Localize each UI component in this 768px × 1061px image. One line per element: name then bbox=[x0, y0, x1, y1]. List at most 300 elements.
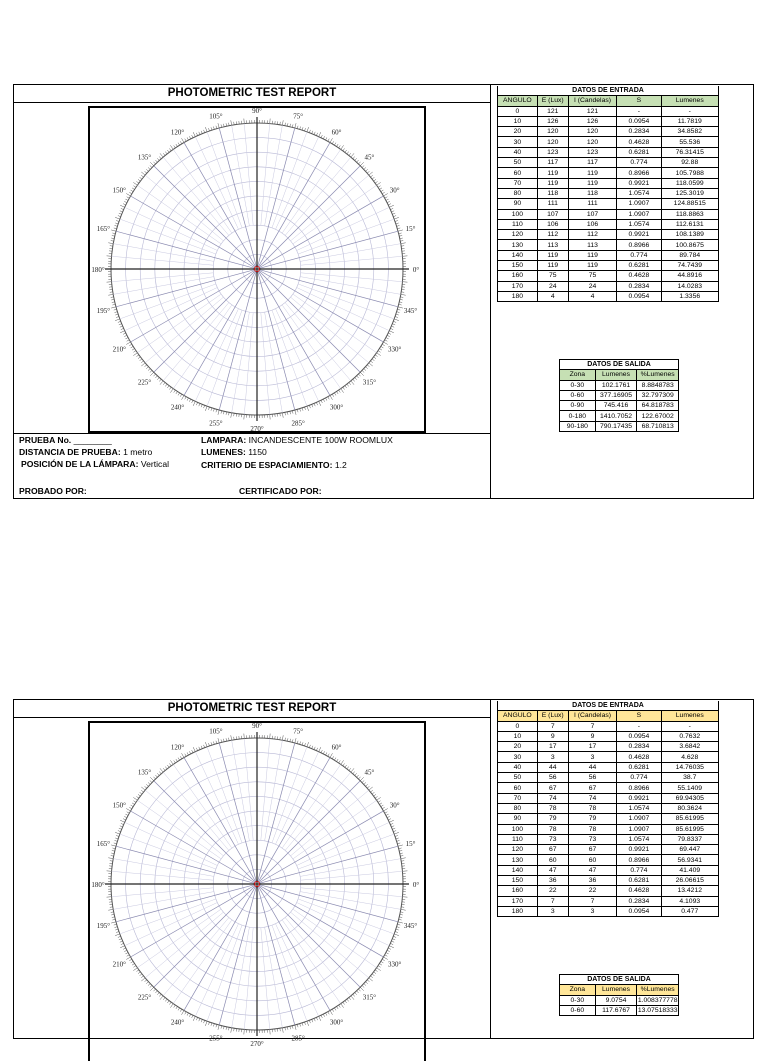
polar-tick bbox=[290, 411, 291, 414]
polar-tick bbox=[390, 208, 393, 209]
polar-tick bbox=[140, 359, 142, 361]
polar-tick bbox=[398, 230, 403, 231]
polar-tick bbox=[115, 927, 118, 928]
polar-tick bbox=[150, 370, 152, 372]
angle-label: 90° bbox=[252, 108, 262, 115]
polar-tick bbox=[231, 120, 232, 125]
polar-tick bbox=[290, 739, 291, 742]
table-cell: 4 bbox=[537, 291, 568, 301]
polar-tick bbox=[358, 989, 360, 991]
table-cell: 3 bbox=[537, 752, 568, 762]
polar-tick bbox=[213, 127, 214, 130]
polar-tick bbox=[285, 123, 286, 126]
polar-tick bbox=[341, 760, 344, 764]
certificado-field: CERTIFICADO POR: bbox=[239, 486, 322, 496]
polar-tick bbox=[221, 739, 222, 742]
polar-tick bbox=[385, 812, 388, 813]
polar-tick bbox=[343, 387, 345, 389]
polar-tick bbox=[211, 1023, 212, 1026]
col-header-out-lumenes: Lumenes bbox=[595, 370, 637, 380]
polar-spoke bbox=[265, 740, 283, 841]
table-cell: 120 bbox=[568, 137, 617, 147]
col-header-angulo: ANGULO bbox=[498, 711, 538, 721]
table-cell: 9 bbox=[537, 731, 568, 741]
polar-tick bbox=[126, 194, 130, 197]
polar-tick bbox=[374, 794, 376, 796]
angle-label: 150° bbox=[113, 187, 127, 195]
polar-spoke bbox=[112, 256, 214, 265]
table-cell: 1.0574 bbox=[617, 803, 661, 813]
polar-tick bbox=[297, 741, 298, 744]
table-cell: 89.784 bbox=[661, 250, 719, 260]
table-cell: 79 bbox=[537, 814, 568, 824]
polar-tick bbox=[150, 162, 154, 166]
polar-tick bbox=[114, 924, 117, 925]
polar-tick bbox=[372, 359, 374, 361]
polar-spoke bbox=[300, 277, 401, 295]
angle-label: 45° bbox=[365, 154, 375, 162]
table-cell: 1.3356 bbox=[661, 291, 719, 301]
polar-tick bbox=[321, 135, 322, 138]
report-left-panel bbox=[14, 700, 491, 1038]
polar-tick bbox=[319, 132, 321, 137]
polar-tick bbox=[330, 395, 333, 399]
polar-tick bbox=[148, 167, 150, 169]
table-cell: 0.774 bbox=[617, 865, 661, 875]
table-cell: 121 bbox=[568, 106, 617, 116]
polar-tick bbox=[323, 1014, 324, 1017]
angle-label: 15° bbox=[406, 840, 416, 848]
polar-tick bbox=[387, 816, 390, 817]
polar-tick bbox=[362, 165, 364, 167]
polar-spoke bbox=[154, 166, 255, 267]
polar-tick bbox=[378, 801, 380, 803]
polar-tick bbox=[116, 317, 119, 318]
polar-tick bbox=[127, 955, 130, 956]
polar-tick bbox=[182, 138, 185, 142]
polar-tick bbox=[205, 406, 207, 411]
polar-tick bbox=[141, 978, 145, 981]
polar-tick bbox=[287, 412, 288, 415]
polar-tick bbox=[160, 381, 163, 385]
polar-tick bbox=[377, 968, 381, 971]
polar-tick bbox=[192, 400, 193, 403]
polar-tick bbox=[396, 223, 399, 224]
polar-tick bbox=[180, 756, 182, 759]
polar-tick bbox=[111, 856, 114, 857]
lumenes-field: LUMENES: 1150 bbox=[201, 447, 267, 457]
polar-tick bbox=[385, 197, 388, 198]
polar-tick bbox=[223, 124, 224, 127]
table-cell: 113 bbox=[568, 240, 617, 250]
output-table-title: DATOS DE SALIDA bbox=[560, 360, 679, 370]
table-row bbox=[560, 401, 679, 411]
polar-tick bbox=[167, 765, 169, 767]
table-cell: 74 bbox=[537, 793, 568, 803]
polar-tick bbox=[216, 1024, 217, 1027]
table-cell: 47 bbox=[537, 865, 568, 875]
polar-tick bbox=[287, 123, 288, 126]
polar-tick bbox=[211, 408, 212, 411]
polar-tick bbox=[309, 745, 310, 748]
polar-tick bbox=[124, 950, 127, 951]
polar-tick bbox=[400, 856, 403, 857]
polar-tick bbox=[111, 922, 116, 923]
table-row bbox=[498, 291, 719, 301]
table-row bbox=[498, 865, 719, 875]
table-cell: 123 bbox=[568, 147, 617, 157]
polar-tick bbox=[339, 390, 341, 392]
angle-label: 30° bbox=[390, 187, 400, 195]
angle-label: 195° bbox=[97, 922, 111, 930]
angle-label: 135° bbox=[138, 769, 152, 777]
polar-tick bbox=[178, 758, 180, 761]
angle-label: 345° bbox=[404, 307, 418, 315]
polar-tick bbox=[218, 123, 219, 128]
polar-tick bbox=[153, 989, 155, 991]
polar-tick bbox=[155, 160, 157, 162]
table-cell: 0.774 bbox=[617, 773, 661, 783]
polar-tick bbox=[112, 850, 115, 851]
polar-tick bbox=[141, 790, 143, 792]
polar-tick bbox=[119, 828, 122, 829]
table-cell: 118 bbox=[537, 188, 568, 198]
table-cell: 13.07518333 bbox=[637, 1005, 679, 1015]
polar-tick bbox=[401, 243, 406, 244]
table-cell: 3 bbox=[537, 906, 568, 916]
polar-tick bbox=[229, 412, 230, 415]
angle-label: 315° bbox=[363, 993, 377, 1001]
polar-tick bbox=[136, 355, 138, 357]
table-cell: 44.8916 bbox=[661, 271, 719, 281]
table-cell: 75 bbox=[537, 271, 568, 281]
polar-spoke bbox=[285, 918, 351, 996]
polar-tick bbox=[193, 747, 195, 752]
polar-tick bbox=[160, 768, 163, 772]
table-cell: 11.7819 bbox=[661, 116, 719, 126]
angle-label: 285° bbox=[291, 420, 305, 428]
polar-tick bbox=[121, 208, 124, 209]
polar-tick bbox=[193, 1016, 195, 1021]
polar-tick bbox=[208, 1022, 209, 1025]
table-cell: 0.0954 bbox=[617, 291, 661, 301]
table-cell: 0-90 bbox=[560, 401, 596, 411]
polar-tick bbox=[204, 405, 205, 408]
polar-tick bbox=[157, 158, 159, 160]
table-row bbox=[560, 380, 679, 390]
polar-tick bbox=[332, 756, 334, 759]
angle-label: 105° bbox=[209, 727, 223, 735]
polar-tick bbox=[118, 936, 121, 937]
polar-tick bbox=[226, 1027, 227, 1030]
table-cell: 113 bbox=[537, 240, 568, 250]
table-cell: 4.1093 bbox=[661, 896, 719, 906]
table-cell: 55.1409 bbox=[661, 783, 719, 793]
table-cell: 56 bbox=[537, 773, 568, 783]
polar-tick bbox=[349, 768, 351, 770]
polar-tick bbox=[395, 220, 398, 221]
polar-tick bbox=[155, 991, 157, 993]
polar-spoke bbox=[301, 871, 403, 880]
polar-tick bbox=[391, 326, 394, 327]
polar-spoke bbox=[259, 886, 360, 987]
polar-tick bbox=[360, 777, 364, 781]
polar-tick bbox=[358, 162, 360, 164]
angle-label: 195° bbox=[97, 307, 111, 315]
polar-spoke bbox=[261, 928, 270, 1030]
polar-tick bbox=[141, 361, 143, 363]
polar-tick bbox=[307, 406, 309, 411]
polar-tick bbox=[226, 412, 227, 415]
polar-tick bbox=[314, 403, 315, 406]
polar-tick bbox=[112, 848, 115, 849]
angle-label: 60° bbox=[332, 128, 342, 136]
polar-tick bbox=[399, 917, 402, 918]
polar-tick bbox=[341, 389, 344, 393]
table-cell: 34.8582 bbox=[661, 127, 719, 137]
polar-tick bbox=[355, 377, 357, 379]
table-cell: 120 bbox=[537, 127, 568, 137]
col-header-out-lumenes: Lumenes bbox=[595, 985, 637, 995]
polar-tick bbox=[353, 994, 355, 996]
polar-tick bbox=[231, 1028, 232, 1033]
polar-tick bbox=[120, 211, 123, 212]
polar-tick bbox=[115, 929, 118, 930]
polar-tick bbox=[401, 909, 406, 910]
polar-tick bbox=[146, 367, 148, 369]
polar-tick bbox=[174, 760, 176, 762]
table-cell: 106 bbox=[568, 219, 617, 229]
polar-spoke bbox=[300, 892, 401, 910]
polar-tick bbox=[133, 966, 135, 968]
polar-tick bbox=[157, 992, 159, 994]
polar-tick bbox=[399, 850, 402, 851]
angle-label: 180° bbox=[91, 881, 105, 889]
polar-tick bbox=[123, 948, 126, 949]
polar-grid bbox=[90, 108, 424, 431]
table-cell: 110 bbox=[498, 834, 538, 844]
polar-spoke bbox=[291, 912, 369, 978]
polar-tick bbox=[379, 188, 382, 190]
polar-tick bbox=[388, 204, 391, 205]
angle-label: 240° bbox=[171, 1019, 185, 1027]
polar-tick bbox=[182, 395, 185, 399]
table-row bbox=[498, 721, 719, 731]
polar-tick bbox=[115, 840, 118, 841]
polar-tick bbox=[312, 746, 313, 749]
angle-label: 210° bbox=[113, 346, 127, 354]
table-cell: 0.0954 bbox=[617, 906, 661, 916]
table-row bbox=[498, 209, 719, 219]
polar-spoke bbox=[145, 790, 223, 856]
report-title: PHOTOMETRIC TEST REPORT bbox=[14, 85, 490, 103]
table-cell: 85.61995 bbox=[661, 814, 719, 824]
polar-tick bbox=[199, 747, 200, 750]
table-cell: 44 bbox=[568, 762, 617, 772]
polar-tick bbox=[133, 351, 135, 353]
table-cell: 100 bbox=[498, 824, 538, 834]
polar-tick bbox=[375, 796, 377, 798]
polar-tick bbox=[319, 747, 321, 752]
table-cell: 118 bbox=[568, 188, 617, 198]
polar-tick bbox=[176, 391, 178, 394]
polar-tick bbox=[378, 186, 380, 188]
polar-tick bbox=[383, 809, 387, 812]
polar-tick bbox=[383, 194, 387, 197]
polar-tick bbox=[316, 1017, 317, 1020]
polar-tick bbox=[176, 144, 178, 147]
polar-spoke bbox=[300, 859, 401, 877]
polar-tick bbox=[337, 391, 339, 394]
polar-spoke bbox=[113, 892, 214, 910]
polar-tick bbox=[401, 294, 406, 295]
table-cell: 70 bbox=[498, 178, 538, 188]
polar-tick bbox=[349, 997, 351, 999]
polar-tick bbox=[309, 1020, 310, 1023]
polar-tick bbox=[397, 924, 400, 925]
polar-spoke bbox=[300, 244, 401, 262]
col-header-zona: Zona bbox=[560, 370, 596, 380]
table-cell: 78 bbox=[537, 824, 568, 834]
polar-tick bbox=[355, 992, 357, 994]
polar-tick bbox=[357, 775, 359, 777]
polar-tick bbox=[328, 754, 329, 757]
polar-tick bbox=[339, 760, 341, 762]
polar-tick bbox=[394, 319, 399, 321]
polar-tick bbox=[399, 304, 402, 305]
polar-tick bbox=[345, 386, 347, 388]
angle-label: 270° bbox=[250, 425, 264, 431]
polar-tick bbox=[341, 145, 344, 149]
polar-tick bbox=[387, 335, 390, 336]
polar-tick bbox=[390, 943, 393, 944]
table-row bbox=[498, 906, 719, 916]
table-row bbox=[498, 896, 719, 906]
polar-tick bbox=[309, 405, 310, 408]
table-cell: 107 bbox=[537, 209, 568, 219]
polar-tick bbox=[389, 820, 394, 822]
polar-tick bbox=[305, 128, 306, 131]
table-cell: 69.447 bbox=[661, 845, 719, 855]
angle-label: 90° bbox=[252, 723, 262, 730]
polar-tick bbox=[297, 409, 298, 412]
polar-tick bbox=[189, 751, 190, 754]
polar-tick bbox=[140, 792, 142, 794]
polar-tick bbox=[118, 321, 121, 322]
table-cell: 50 bbox=[498, 773, 538, 783]
table-cell: 24 bbox=[568, 281, 617, 291]
polar-tick bbox=[226, 123, 227, 126]
polar-tick bbox=[282, 120, 283, 125]
polar-tick bbox=[387, 950, 390, 951]
polar-tick bbox=[297, 126, 298, 129]
angle-label: 255° bbox=[209, 420, 223, 428]
table-cell: 790.17435 bbox=[595, 421, 637, 431]
polar-tick bbox=[285, 738, 286, 741]
polar-tick bbox=[369, 172, 373, 175]
polar-spoke bbox=[113, 859, 214, 877]
table-cell: 74.7439 bbox=[661, 261, 719, 271]
table-cell: 67 bbox=[568, 845, 617, 855]
polar-tick bbox=[386, 338, 389, 339]
polar-tick bbox=[393, 216, 396, 217]
polar-tick bbox=[116, 835, 119, 836]
polar-tick bbox=[180, 141, 182, 144]
table-cell: 36 bbox=[568, 876, 617, 886]
polar-tick bbox=[396, 314, 399, 315]
table-cell: 125.3019 bbox=[661, 188, 719, 198]
polar-tick bbox=[334, 143, 336, 146]
table-cell: 79 bbox=[568, 814, 617, 824]
polar-tick bbox=[399, 235, 402, 236]
table-cell: 1.0574 bbox=[617, 188, 661, 198]
table-cell: 56.9341 bbox=[661, 855, 719, 865]
table-cell: 60 bbox=[498, 168, 538, 178]
table-row bbox=[498, 250, 719, 260]
polar-spoke bbox=[232, 740, 250, 841]
polar-spoke bbox=[265, 312, 283, 413]
polar-tick bbox=[381, 805, 384, 807]
polar-tick bbox=[131, 805, 134, 807]
table-cell: 90 bbox=[498, 814, 538, 824]
photometric-report-1 bbox=[13, 84, 754, 499]
polar-tick bbox=[201, 1019, 202, 1022]
table-cell: 9.0754 bbox=[595, 995, 637, 1005]
table-cell: 67 bbox=[537, 783, 568, 793]
polar-tick bbox=[391, 211, 394, 212]
polar-tick bbox=[163, 153, 165, 155]
table-cell: 0.0954 bbox=[617, 731, 661, 741]
polar-tick bbox=[163, 997, 165, 999]
table-cell: 22 bbox=[537, 886, 568, 896]
polar-tick bbox=[221, 1026, 222, 1029]
polar-tick bbox=[138, 972, 140, 974]
angle-label: 285° bbox=[291, 1035, 305, 1043]
table-cell: 119 bbox=[568, 250, 617, 260]
polar-tick bbox=[282, 735, 283, 740]
polar-tick bbox=[347, 767, 349, 769]
polar-tick bbox=[300, 1024, 301, 1027]
polar-tick bbox=[323, 399, 324, 402]
polar-tick bbox=[364, 167, 366, 169]
table-cell: 38.7 bbox=[661, 773, 719, 783]
polar-tick bbox=[351, 768, 354, 772]
polar-tick bbox=[392, 324, 395, 325]
polar-tick bbox=[390, 328, 393, 329]
angle-label: 60° bbox=[332, 743, 342, 751]
polar-tick bbox=[312, 131, 313, 134]
polar-tick bbox=[141, 363, 145, 366]
polar-tick bbox=[400, 853, 403, 854]
polar-tick bbox=[370, 361, 372, 363]
polar-tick bbox=[199, 1018, 200, 1021]
polar-tick bbox=[349, 153, 351, 155]
polar-tick bbox=[365, 784, 367, 786]
polar-spoke bbox=[145, 175, 223, 241]
report-title: PHOTOMETRIC TEST REPORT bbox=[14, 700, 490, 718]
polar-tick bbox=[211, 127, 212, 130]
polar-spoke bbox=[112, 871, 214, 880]
polar-spoke bbox=[244, 313, 253, 415]
polar-tick bbox=[176, 759, 178, 762]
polar-tick bbox=[367, 786, 369, 788]
polar-tick bbox=[223, 1026, 224, 1029]
polar-tick bbox=[131, 190, 134, 192]
polar-tick bbox=[400, 912, 403, 913]
table-cell: 118.8863 bbox=[661, 209, 719, 219]
table-cell: 130 bbox=[498, 240, 538, 250]
angle-label: 135° bbox=[138, 154, 152, 162]
